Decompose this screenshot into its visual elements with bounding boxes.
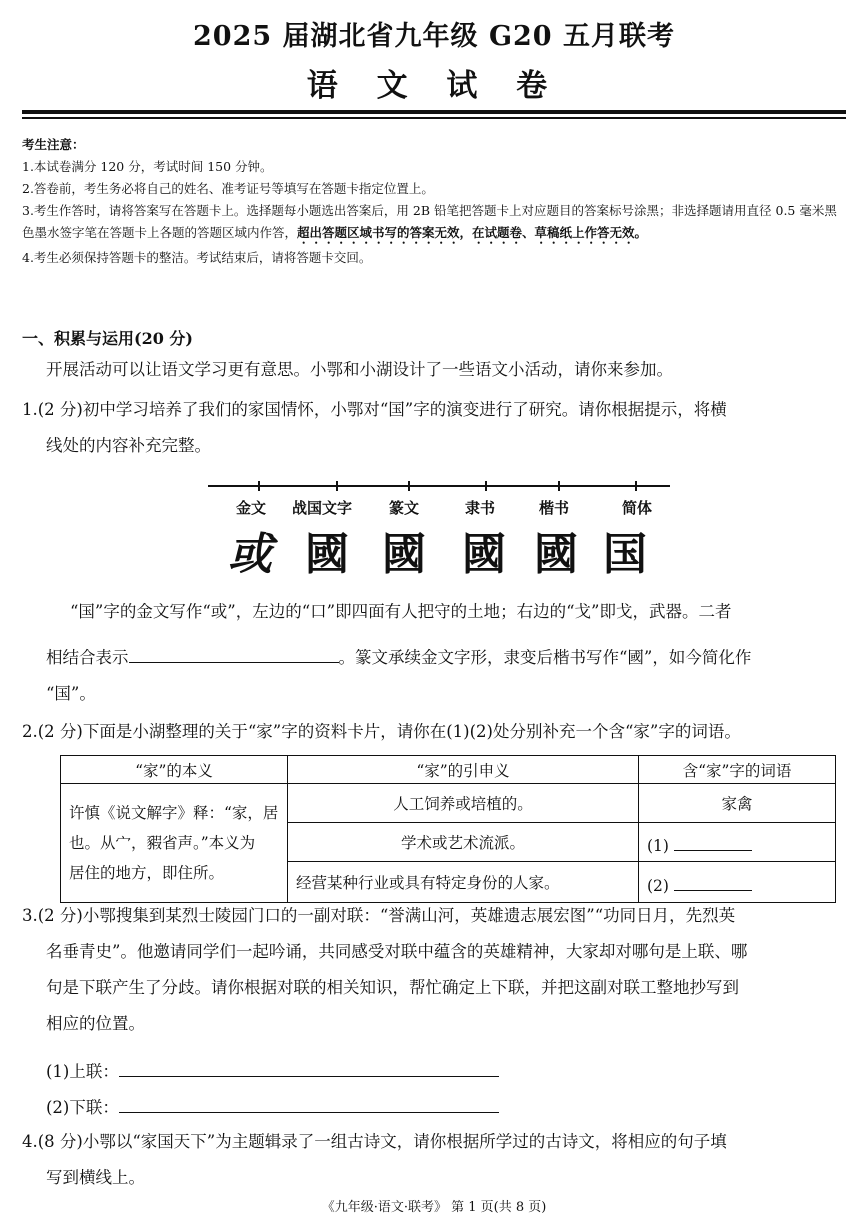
word-answer-blank-1[interactable]: [674, 830, 752, 851]
card-header-row: [61, 756, 836, 784]
notice-item-3-text: 3.考生作答时，请将答案写在答题卡上。选择题每小题选出答案后，用 2B 铅笔把答题卡上对应题目的答案标号涂黑；非选择题请用直径 0.5 毫米黑色墨水签字笔在答题卡上各题的答题区域内作答，: [22, 203, 837, 240]
q3-upper-line: [46, 1054, 499, 1089]
blank-label-2: (2): [647, 876, 669, 895]
timeline-label-zhuanwen: 篆文: [388, 499, 420, 517]
glyph-jinwen: 或: [228, 529, 272, 580]
card-header-extended: “家”的引申义: [288, 756, 639, 784]
notice-item-3-emphasis: 超出答题区域书写的答案无效，在试题卷、草稿纸上作答无效。: [297, 225, 648, 240]
timeline-label-jianti: 简体: [621, 499, 653, 517]
glyph-jianti: 国: [603, 529, 647, 580]
glyph-zhuanwen: 國: [382, 529, 426, 580]
exam-notice: [22, 134, 848, 269]
upper-couplet-blank[interactable]: [119, 1056, 499, 1077]
q3-lower-line: [46, 1090, 499, 1125]
timeline-label-lishu: 隶书: [464, 499, 496, 517]
word-1: 家禽: [639, 784, 836, 823]
q1-para-line3: “国”。: [46, 684, 96, 703]
q3-line3: 句是下联产生了分歧。请你根据对联的相关知识，帮忙确定上下联，并把这副对联工整地抄写到: [46, 978, 739, 997]
timeline-tick: [635, 481, 637, 491]
card-origin-cell: [61, 784, 288, 903]
title-rule-thin: [22, 117, 846, 119]
glyph-lishu: 國: [462, 529, 506, 580]
extended-meaning-2: 学术或艺术流派。: [288, 823, 639, 862]
section-intro: 开展活动可以让语文学习更有意思。小鄂和小湖设计了一些语文小活动，请你来参加。: [46, 360, 673, 379]
q1-para-line2-end: 。篆文承续金文字形，隶变后楷书写作“國”，如今简化作: [338, 648, 752, 667]
notice-item-4: 4.考生必须保持答题卡的整洁。考试结束后，请将答题卡交回。: [22, 250, 372, 265]
q1-stem-line2: 线处的内容补充完整。: [46, 436, 211, 455]
timeline-tick: [336, 481, 338, 491]
timeline-label-kaishu: 楷书: [538, 499, 570, 517]
notice-item-1: 1.本试卷满分 120 分，考试时间 150 分钟。: [22, 159, 273, 174]
q1-answer-blank[interactable]: [129, 642, 339, 663]
word-blank-1-cell: [639, 823, 836, 862]
evolution-timeline: [208, 485, 670, 487]
word-blank-2-cell: [639, 862, 836, 903]
subject-title: 语 文 试 卷: [306, 68, 562, 104]
card-header-words: 含“家”字的词语: [639, 756, 836, 784]
q1-para-line2: [46, 640, 751, 675]
notice-heading: 考生注意：: [22, 137, 85, 152]
origin-line-2: 也。从宀，豭省声。”本义为: [69, 834, 256, 852]
origin-line-3: 居住的地方，即住所。: [69, 864, 225, 882]
extended-meaning-1: 人工饲养或培植的。: [288, 784, 639, 823]
lower-couplet-label: (2)下联：: [46, 1098, 119, 1117]
glyph-zhanguo: 國: [305, 529, 349, 580]
blank-label-1: (1): [647, 836, 669, 855]
extended-meaning-3: 经营某种行业或具有特定身份的人家。: [288, 862, 639, 903]
word-answer-blank-2[interactable]: [674, 870, 752, 891]
timeline-tick: [485, 481, 487, 491]
table-row: [61, 784, 836, 823]
origin-line-1: 许慎《说文解字》释：“家，居: [69, 804, 279, 822]
glyph-kaishu: 國: [534, 529, 578, 580]
timeline-label-zhanguo: 战国文字: [291, 499, 353, 517]
timeline-label-jinwen: 金文: [235, 499, 267, 517]
card-header-origin: “家”的本义: [61, 756, 288, 784]
lower-couplet-blank[interactable]: [119, 1092, 499, 1113]
timeline-tick: [558, 481, 560, 491]
upper-couplet-label: (1)上联：: [46, 1062, 119, 1081]
q3-line1: 3.(2 分)小鄂搜集到某烈士陵园门口的一副对联：“誉满山河，英雄遗志展宏图”“功同日月，先烈英: [22, 906, 736, 925]
title-rule-thick: [22, 110, 846, 114]
exam-title: 2025 届湖北省九年级 G20 五月联考: [193, 21, 675, 52]
timeline-tick: [408, 481, 410, 491]
notice-item-3: [22, 200, 848, 247]
q1-para-line1: “国”字的金文写作“或”，左边的“口”即四面有人把守的土地；右边的“戈”即戈，武器。二者: [70, 602, 732, 621]
q1-para-line2-start: 相结合表示: [46, 648, 129, 667]
jia-info-card: [60, 755, 836, 903]
timeline-tick: [258, 481, 260, 491]
q4-line1: 4.(8 分)小鄂以“家国天下”为主题辑录了一组古诗文，请你根据所学过的古诗文，将相应的句子填: [22, 1132, 727, 1151]
page-footer: 《九年级·语文·联考》 第 1 页(共 8 页): [321, 1200, 547, 1215]
q1-stem-line1: 1.(2 分)初中学习培养了我们的家国情怀，小鄂对“国”字的演变进行了研究。请你根据提示，将横: [22, 400, 727, 419]
q2-stem: 2.(2 分)下面是小湖整理的关于“家”字的资料卡片，请你在(1)(2)处分别补充一个含“家”字的词语。: [22, 722, 741, 741]
notice-item-2: 2.答卷前，考生务必将自己的姓名、准考证号等填写在答题卡指定位置上。: [22, 181, 434, 196]
q3-line4: 相应的位置。: [46, 1014, 145, 1033]
section-heading: 一、积累与运用(20 分): [22, 329, 193, 348]
q3-line2: 名垂青史”。他邀请同学们一起吟诵，共同感受对联中蕴含的英雄精神，大家却对哪句是上联、哪: [46, 942, 748, 961]
q4-line2: 写到横线上。: [46, 1168, 145, 1187]
